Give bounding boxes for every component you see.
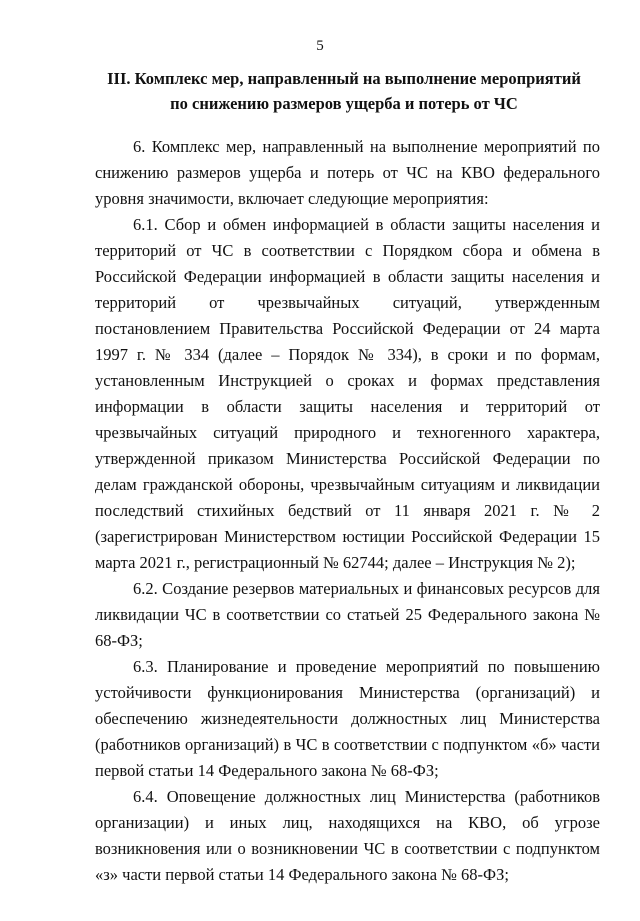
paragraph-6: 6. Комплекс мер, направленный на выполнение мероприятий по снижению размеров ущерба и потерь от ЧС на КВО федерального уровня значимости, включает следующие мероприятия: [95, 137, 600, 208]
section-heading-line-1: III. Комплекс мер, направленный на выполнение мероприятий [107, 69, 581, 88]
body-text [95, 134, 600, 888]
section-heading-line-2: по снижению размеров ущерба и потерь от ЧС [170, 94, 518, 113]
paragraph-6-1: 6.1. Сбор и обмен информацией в области защиты населения и территорий от ЧС в соответствии с Порядком сбора и обмена в Российской Федерации информацией в области защиты населения и территорий от чрезвычайных ситуаций, утвержденным постановлением Правительства Российской Федерации от 24 марта 1997 г. № 334 (далее – Порядок № 334), в сроки и по формам, установленным Инструкцией о сроках и формах представления информации в области защиты населения и территорий от чрезвычайных ситуаций природного и техногенного характера, утвержденной приказом Министерства Российской Федерации по делам гражданской обороны, чрезвычайным ситуациям и ликвидации последствий стихийных бедствий от 11 января 2021 г. № 2 (зарегистрирован Министерством юстиции Российской Федерации 15 марта 2021 г., регистрационный № 62744; далее – Инструкция № 2); [95, 215, 600, 572]
paragraph-6-3: 6.3. Планирование и проведение мероприятий по повышению устойчивости функционирования Министерства (организаций) и обеспечению жизнедеятельности должностных лиц Министерства (работников организаций) в ЧС в соответствии с подпунктом «б» части первой статьи 14 Федерального закона № 68-ФЗ; [95, 657, 600, 780]
paragraph-6-2: 6.2. Создание резервов материальных и финансовых ресурсов для ликвидации ЧС в соответствии со статьей 25 Федерального закона № 68-ФЗ; [95, 579, 600, 650]
section-heading [70, 66, 618, 116]
page-number: 5 [316, 38, 324, 54]
paragraph-6-4: 6.4. Оповещение должностных лиц Министерства (работников организации) и иных лиц, находящихся на КВО, об угрозе возникновения или о возникновении ЧС в соответствии с подпунктом «з» части первой статьи 14 Федерального закона № 68-ФЗ; [95, 787, 600, 884]
